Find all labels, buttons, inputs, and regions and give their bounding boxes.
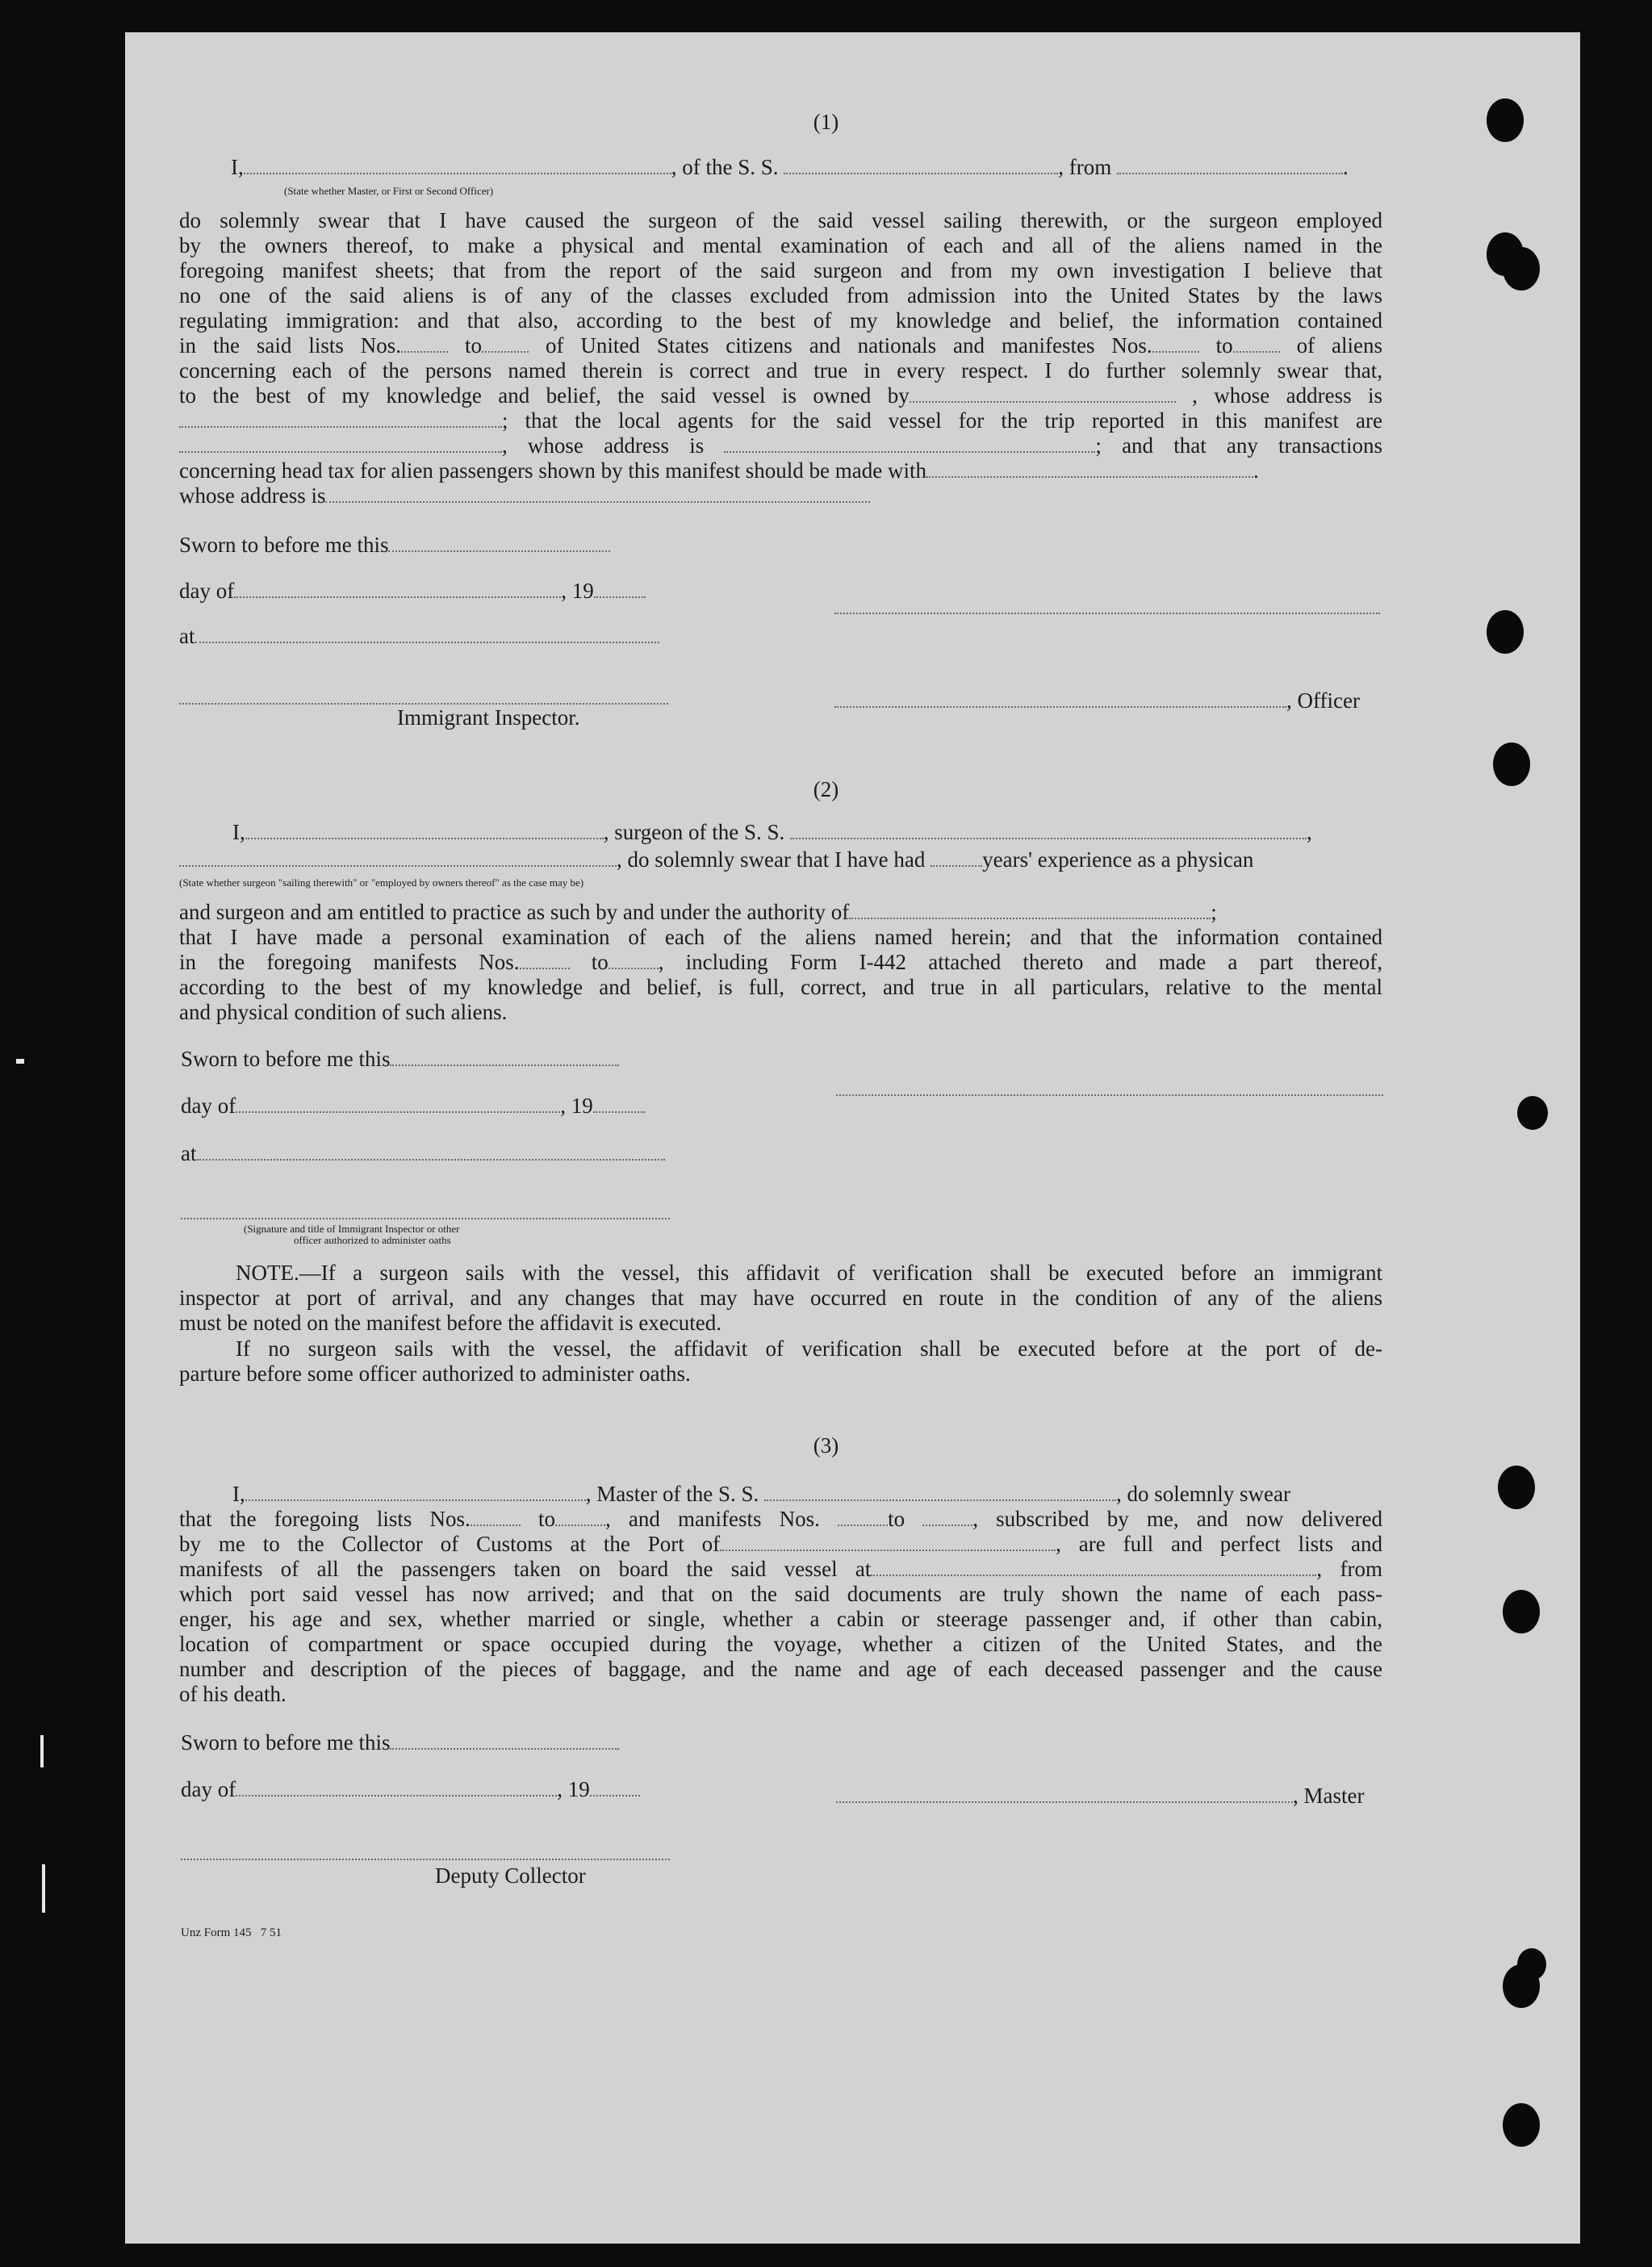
- aliens-manifest-from-field[interactable]: [1152, 333, 1199, 353]
- collector-signature-line[interactable]: [181, 1859, 670, 1860]
- s3-lists-to-field[interactable]: [555, 1507, 605, 1526]
- s1-at-line: at: [179, 624, 659, 650]
- signature-note: (Signature and title of Immigrant Inspector or other: [244, 1223, 460, 1235]
- s1-paragraph-line: regulating immigration: and that also, according to the best of my knowledge and belief, the information contained: [179, 308, 1382, 333]
- s3-line1: I, , Master of the S. S. , do solemnly swear: [232, 1482, 1290, 1506]
- s1-paragraph-line: concerning each of the persons named therein is correct and true in every respect. I do further solemnly swear that,: [179, 358, 1382, 383]
- s2-manifest-from-field[interactable]: [520, 950, 570, 969]
- s1-paragraph-line: do solemnly swear that I have caused the surgeon of the said vessel sailing therewith, or the surgeon employed: [179, 208, 1382, 232]
- s2-at-field[interactable]: [197, 1141, 665, 1161]
- s2-inspector-signature-line[interactable]: [181, 1218, 670, 1219]
- s1-day-field[interactable]: [234, 579, 561, 598]
- s3-day-line: day of , 19: [181, 1777, 640, 1803]
- punch-hole: [1517, 1096, 1548, 1130]
- s3-paragraph-line: number and description of the pieces of baggage, and the name and age of each deceased passenger and the cause: [179, 1657, 1382, 1681]
- officer-name-field[interactable]: [244, 155, 671, 174]
- local-agents-field[interactable]: [179, 433, 502, 453]
- surgeon-name-field[interactable]: [245, 820, 604, 839]
- section-2-number: (2): [813, 777, 839, 801]
- s2-at-line: at: [181, 1141, 665, 1167]
- master-signature-field[interactable]: [836, 1784, 1293, 1803]
- s3-paragraph-line: of his death.: [179, 1682, 286, 1706]
- note-line: must be noted on the manifest before the affidavit is executed.: [179, 1311, 722, 1335]
- punch-hole: [1503, 1964, 1540, 2008]
- section-3-number: (3): [813, 1433, 839, 1458]
- s1-agents-line: ; that the local agents for the said vessel for the trip reported in this manifest are: [179, 408, 1382, 434]
- s1-sworn-field[interactable]: [388, 533, 610, 552]
- s3-manifests-to-field[interactable]: [922, 1507, 972, 1526]
- signature-note: officer authorized to administer oaths: [294, 1234, 451, 1246]
- headtax-party-field[interactable]: [926, 458, 1253, 478]
- s3-boarding-line: manifests of all the passengers taken on board the said vessel at , from: [179, 1557, 1382, 1581]
- s2-paragraph-line: and physical condition of such aliens.: [179, 1000, 508, 1024]
- s3-day-field[interactable]: [236, 1777, 557, 1796]
- surgeon-status-note: (State whether surgeon "sailing therewith" or "employed by owners thereof" as the case may be): [179, 876, 584, 889]
- officer-title-field[interactable]: [834, 688, 1286, 708]
- s3-lists-line: that the foregoing lists Nos. to , and manifests Nos. to , subscribed by me, and now delivered: [179, 1507, 1383, 1531]
- s3-sworn-field[interactable]: [390, 1730, 619, 1750]
- surgeon-signature-line[interactable]: [836, 1094, 1383, 1096]
- s1-officer-line: , Officer: [834, 688, 1360, 714]
- film-scratch: [16, 1059, 24, 1064]
- boarding-port-field[interactable]: [871, 1557, 1316, 1576]
- s1-owner-line: to the best of my knowledge and belief, the said vessel is owned by , whose address is: [179, 383, 1383, 408]
- s1-paragraph-line: no one of the said aliens is of any of the classes excluded from admission into the United States by the laws: [179, 283, 1382, 307]
- s3-master-line: , Master: [836, 1784, 1364, 1809]
- s2-line1: I, , surgeon of the S. S. ,: [232, 820, 1312, 844]
- form-number: Unz Form 145 7 51: [181, 1926, 282, 1939]
- s1-lists-line: in the said lists Nos. to of United States citizens and nationals and manifestes Nos. to of aliens: [179, 333, 1382, 358]
- s2-day-field[interactable]: [236, 1094, 560, 1113]
- s3-lists-from-field[interactable]: [471, 1507, 521, 1526]
- agents-address-field[interactable]: [724, 433, 1095, 453]
- s1-paragraph-line: by the owners thereof, to make a physical and mental examination of each and all of the aliens named in the: [179, 233, 1382, 257]
- s2-sworn-field[interactable]: [390, 1047, 619, 1066]
- vessel-owner-field[interactable]: [910, 383, 1176, 403]
- s3-manifests-from-field[interactable]: [838, 1507, 888, 1526]
- punch-hole: [1503, 247, 1540, 291]
- s1-day-line: day of , 19: [179, 579, 646, 604]
- years-experience-field[interactable]: [931, 847, 982, 867]
- s1-agents-address-line: , whose address is ; and that any transactions: [179, 433, 1382, 459]
- note-line: If no surgeon sails with the vessel, the affidavit of verification shall be executed before at the port of de-: [236, 1336, 1382, 1361]
- immigrant-inspector-label: Immigrant Inspector.: [397, 705, 580, 730]
- punch-hole: [1503, 1590, 1540, 1633]
- s3-paragraph-line: location of compartment or space occupied during the voyage, whether a citizen of the United States, and the: [179, 1632, 1382, 1656]
- punch-hole: [1487, 610, 1524, 654]
- s2-vessel-name-field[interactable]: [790, 820, 1307, 839]
- s1-line1: I, , of the S. S. , from .: [231, 155, 1349, 179]
- officer-signature-line[interactable]: [834, 613, 1380, 614]
- s2-authority-line: and surgeon and am entitled to practice as such by and under the authority of ;: [179, 900, 1217, 924]
- s3-year-field[interactable]: [590, 1777, 640, 1796]
- citizens-list-from-field[interactable]: [401, 333, 448, 353]
- headtax-address-field[interactable]: [325, 483, 870, 503]
- s1-address-line: whose address is: [179, 483, 870, 509]
- s2-sworn-line: Sworn to before me this: [181, 1047, 619, 1073]
- from-port-field[interactable]: [1117, 155, 1343, 174]
- s2-manifests-line: in the foregoing manifests Nos. to , including Form I-442 attached thereto and made a part thereof,: [179, 950, 1382, 974]
- master-name-field[interactable]: [245, 1482, 586, 1501]
- s2-paragraph-line: according to the best of my knowledge and belief, is full, correct, and true in all particulars, relative to the mental: [179, 975, 1382, 999]
- port-of-arrival-field[interactable]: [720, 1532, 1056, 1551]
- citizens-list-to-field[interactable]: [482, 333, 529, 353]
- owner-address-field[interactable]: [179, 408, 502, 428]
- inspector-signature-line[interactable]: [179, 703, 668, 705]
- deputy-collector-label: Deputy Collector: [435, 1863, 586, 1888]
- s2-line2: , do solemnly swear that I have had years' experience as a physican: [179, 847, 1253, 873]
- punch-hole: [1498, 1466, 1535, 1509]
- officer-rank-note: (State whether Master, or First or Second Officer): [284, 185, 494, 197]
- section-1-number: (1): [813, 110, 839, 134]
- authority-field[interactable]: [849, 900, 1211, 919]
- s3-vessel-name-field[interactable]: [764, 1482, 1116, 1501]
- s3-paragraph-line: enger, his age and sex, whether married or single, whether a cabin or steerage passenger and, if other than cabin,: [179, 1607, 1382, 1631]
- vessel-name-field[interactable]: [784, 155, 1058, 174]
- note-line: NOTE.—If a surgeon sails with the vessel, this affidavit of verification shall be executed before an immigrant: [236, 1261, 1382, 1285]
- s1-at-field[interactable]: [195, 624, 659, 643]
- s2-manifest-to-field[interactable]: [609, 950, 659, 969]
- note-line: inspector at port of arrival, and any changes that may have occurred en route in the condition of any of the aliens: [179, 1286, 1382, 1310]
- s1-paragraph-line: foregoing manifest sheets; that from the report of the said surgeon and from my own investigation I believe that: [179, 258, 1382, 282]
- s2-paragraph-line: that I have made a personal examination of each of the aliens named herein; and that the information contained: [179, 925, 1382, 949]
- surgeon-status-field[interactable]: [179, 847, 617, 867]
- note-line: parture before some officer authorized to administer oaths.: [179, 1361, 691, 1386]
- s2-year-field[interactable]: [593, 1094, 645, 1113]
- s2-day-line: day of , 19: [181, 1094, 645, 1119]
- s1-year-field[interactable]: [594, 579, 646, 598]
- film-scratch: [42, 1864, 45, 1913]
- s3-sworn-line: Sworn to before me this: [181, 1730, 619, 1756]
- s1-headtax-line: concerning head tax for alien passengers shown by this manifest should be made with .: [179, 458, 1259, 483]
- punch-hole: [1503, 2103, 1540, 2147]
- s3-paragraph-line: which port said vessel has now arrived; and that on the said documents are truly shown the name of each pass-: [179, 1582, 1382, 1606]
- aliens-manifest-to-field[interactable]: [1233, 333, 1280, 353]
- film-scratch: [40, 1735, 44, 1767]
- s3-port-line: by me to the Collector of Customs at the Port of , are full and perfect lists and: [179, 1532, 1382, 1556]
- s1-sworn-line: Sworn to before me this: [179, 533, 610, 558]
